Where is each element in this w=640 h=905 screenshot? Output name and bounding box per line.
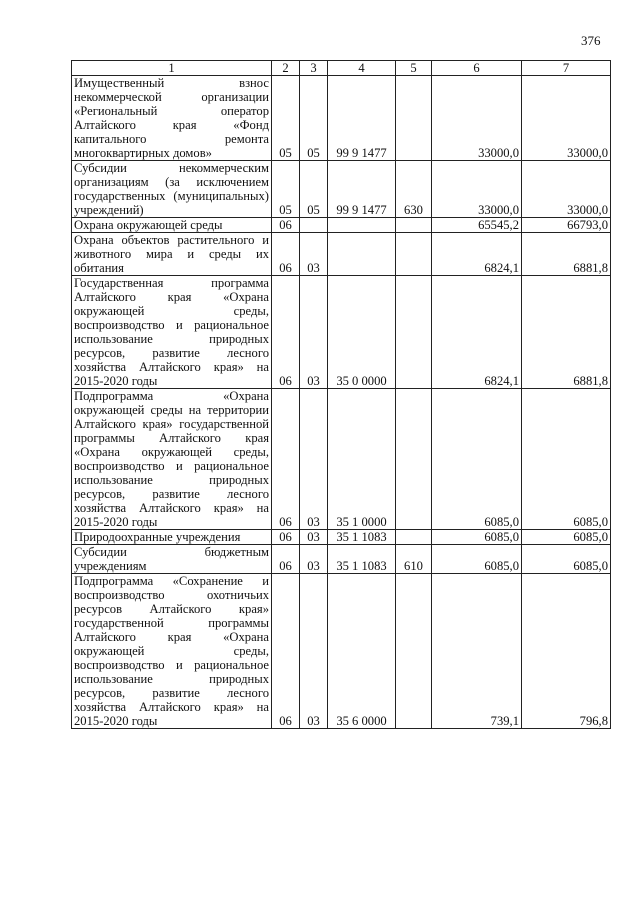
row-amount-1: 33000,0 — [432, 161, 522, 218]
table-row — [72, 233, 611, 276]
row-amount-2: 66793,0 — [522, 218, 611, 233]
row-subsection: 05 — [300, 76, 328, 161]
row-expense-type — [396, 389, 432, 530]
row-section: 06 — [272, 389, 300, 530]
row-target-code: 99 9 1477 — [328, 76, 396, 161]
row-expense-type — [396, 574, 432, 729]
table-row — [72, 218, 611, 233]
row-subsection: 03 — [300, 545, 328, 574]
row-name: Субсидии некоммерческим организациям (за исключением государственных (муниципальных) учреждений) — [72, 161, 272, 218]
table-row — [72, 161, 611, 218]
row-amount-1: 6085,0 — [432, 530, 522, 545]
row-expense-type — [396, 218, 432, 233]
row-target-code: 99 9 1477 — [328, 161, 396, 218]
row-name: Подпрограмма «Сохранение и воспроизводство охотничьих ресурсов Алтайского края» государственной программы Алтайского края «Охрана окружающей среды, воспроизводство и рациональное использование природных ресурсов, развитие лесного хозяйства Алтайского края» на 2015-2020 годы — [72, 574, 272, 729]
table-row — [72, 545, 611, 574]
row-section: 06 — [272, 218, 300, 233]
row-subsection — [300, 218, 328, 233]
row-section: 06 — [272, 574, 300, 729]
row-subsection: 03 — [300, 233, 328, 276]
row-amount-2: 6881,8 — [522, 233, 611, 276]
row-target-code: 35 1 0000 — [328, 389, 396, 530]
row-name: Имущественный взнос некоммерческой организации «Региональный оператор Алтайского края «Фонд капитального ремонта многоквартирных домов» — [72, 76, 272, 161]
row-target-code: 35 1 1083 — [328, 545, 396, 574]
row-section: 06 — [272, 276, 300, 389]
row-name: Государственная программа Алтайского края «Охрана окружающей среды, воспроизводство и рациональное использование природных ресурсов, развитие лесного хозяйства Алтайского края» на 2015-2020 годы — [72, 276, 272, 389]
row-name: Охрана объектов растительного и животного мира и среды их обитания — [72, 233, 272, 276]
row-amount-1: 6085,0 — [432, 389, 522, 530]
row-amount-1: 6824,1 — [432, 276, 522, 389]
table-row — [72, 276, 611, 389]
row-amount-1: 65545,2 — [432, 218, 522, 233]
column-header: 2 — [272, 61, 300, 76]
row-subsection: 05 — [300, 161, 328, 218]
row-target-code — [328, 218, 396, 233]
row-expense-type — [396, 76, 432, 161]
column-header: 7 — [522, 61, 611, 76]
page-number: 376 — [581, 33, 601, 48]
row-name: Подпрограмма «Охрана окружающей среды на территории Алтайского края» государственной программы Алтайского края «Охрана окружающей среды, воспроизводство и рациональное использование природных ресурсов, развитие лесного хозяйства Алтайского края» на 2015-2020 годы — [72, 389, 272, 530]
row-name: Субсидии бюджетным учреждениям — [72, 545, 272, 574]
table-row — [72, 574, 611, 729]
column-header: 6 — [432, 61, 522, 76]
row-amount-2: 33000,0 — [522, 76, 611, 161]
row-amount-2: 6881,8 — [522, 276, 611, 389]
table-row — [72, 530, 611, 545]
row-subsection: 03 — [300, 530, 328, 545]
row-subsection: 03 — [300, 389, 328, 530]
row-target-code: 35 6 0000 — [328, 574, 396, 729]
row-amount-2: 33000,0 — [522, 161, 611, 218]
row-amount-1: 33000,0 — [432, 76, 522, 161]
row-target-code: 35 1 1083 — [328, 530, 396, 545]
row-amount-2: 6085,0 — [522, 389, 611, 530]
row-section: 05 — [272, 161, 300, 218]
row-section: 05 — [272, 76, 300, 161]
row-amount-1: 6085,0 — [432, 545, 522, 574]
header-row — [72, 61, 611, 76]
row-amount-2: 6085,0 — [522, 545, 611, 574]
table-row — [72, 76, 611, 161]
column-header: 5 — [396, 61, 432, 76]
row-amount-2: 796,8 — [522, 574, 611, 729]
row-target-code: 35 0 0000 — [328, 276, 396, 389]
row-name: Природоохранные учреждения — [72, 530, 272, 545]
row-name: Охрана окружающей среды — [72, 218, 272, 233]
row-section: 06 — [272, 233, 300, 276]
row-expense-type — [396, 276, 432, 389]
row-amount-1: 739,1 — [432, 574, 522, 729]
row-expense-type: 630 — [396, 161, 432, 218]
row-amount-2: 6085,0 — [522, 530, 611, 545]
table-row — [72, 389, 611, 530]
budget-table — [71, 60, 611, 729]
column-header: 1 — [72, 61, 272, 76]
row-section: 06 — [272, 530, 300, 545]
column-header: 4 — [328, 61, 396, 76]
row-subsection: 03 — [300, 276, 328, 389]
column-header: 3 — [300, 61, 328, 76]
row-amount-1: 6824,1 — [432, 233, 522, 276]
row-expense-type — [396, 233, 432, 276]
row-target-code — [328, 233, 396, 276]
row-expense-type: 610 — [396, 545, 432, 574]
row-expense-type — [396, 530, 432, 545]
row-section: 06 — [272, 545, 300, 574]
row-subsection: 03 — [300, 574, 328, 729]
